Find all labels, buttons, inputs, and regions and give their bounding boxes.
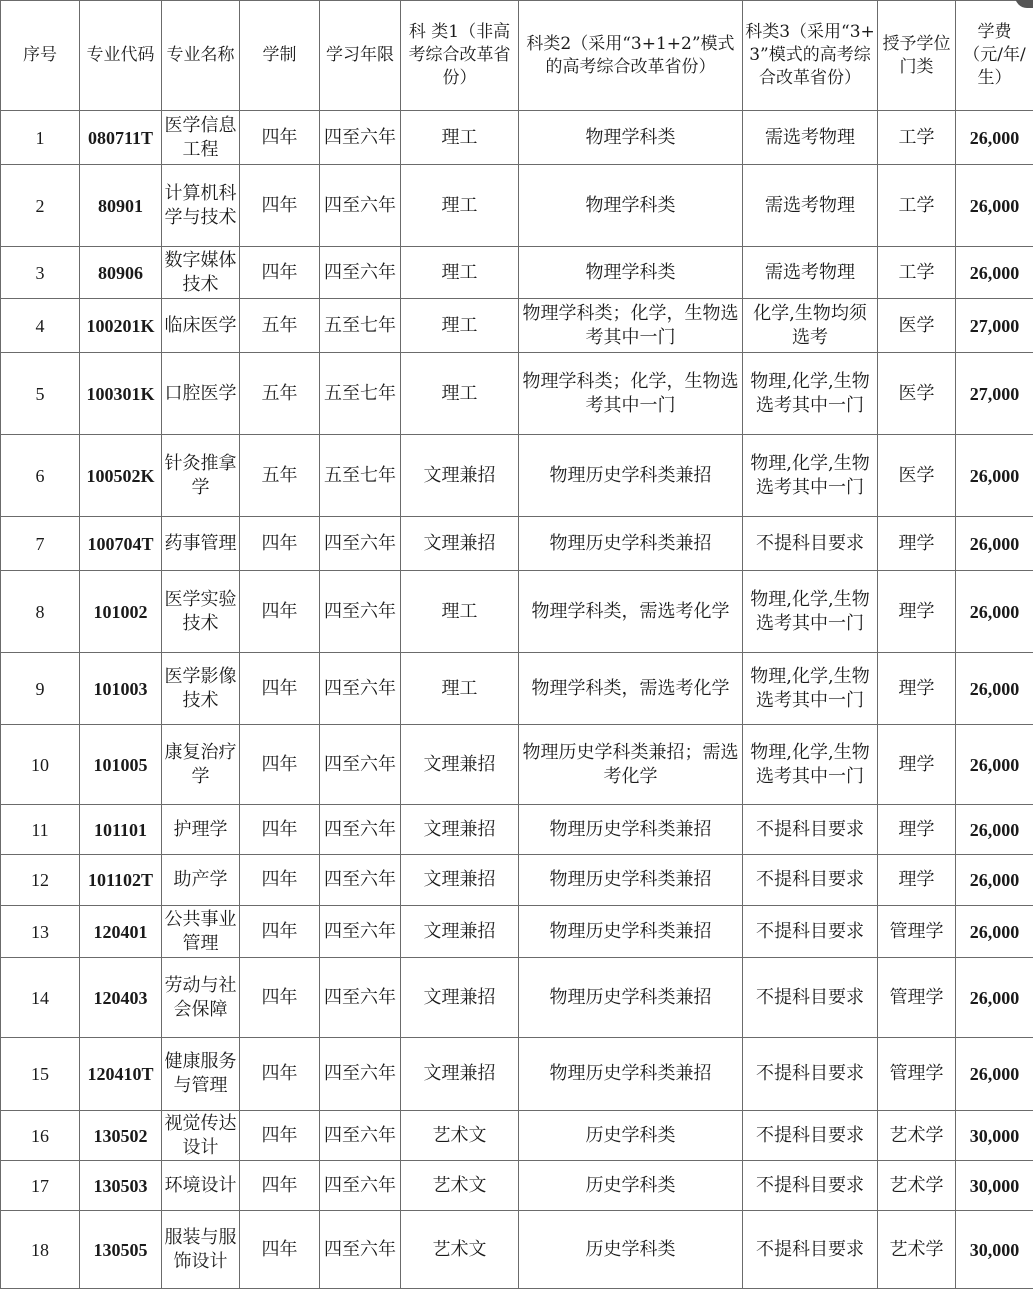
cell-code: 120401 <box>80 906 162 958</box>
cell-cat1: 文理兼招 <box>401 1038 519 1111</box>
cell-cat3: 不提科目要求 <box>743 958 878 1038</box>
cell-system: 四年 <box>240 725 320 805</box>
table-row <box>1 165 1033 247</box>
cell-years: 四至六年 <box>320 1211 401 1289</box>
cell-years: 四至六年 <box>320 571 401 653</box>
cell-years: 四至六年 <box>320 958 401 1038</box>
cell-system: 四年 <box>240 653 320 725</box>
cell-code: 101003 <box>80 653 162 725</box>
cell-cat2: 物理历史学科类兼招 <box>519 517 743 571</box>
cell-cat3: 不提科目要求 <box>743 855 878 906</box>
cell-system: 五年 <box>240 299 320 353</box>
cell-cat2: 历史学科类 <box>519 1161 743 1211</box>
cell-years: 四至六年 <box>320 906 401 958</box>
table-row <box>1 958 1033 1038</box>
cell-degree: 医学 <box>878 353 956 435</box>
cell-name: 护理学 <box>162 805 240 855</box>
cell-cat2: 物理历史学科类兼招 <box>519 1038 743 1111</box>
cell-seq: 1 <box>1 111 80 165</box>
cell-name: 助产学 <box>162 855 240 906</box>
cell-years: 四至六年 <box>320 111 401 165</box>
cell-name: 口腔医学 <box>162 353 240 435</box>
cell-cat1: 文理兼招 <box>401 435 519 517</box>
table-row <box>1 1038 1033 1111</box>
table-row <box>1 653 1033 725</box>
cell-fee: 26,000 <box>956 653 1033 725</box>
cell-system: 四年 <box>240 247 320 299</box>
header-fee: 学费（元/年/生） <box>956 1 1033 111</box>
cell-years: 四至六年 <box>320 1161 401 1211</box>
cell-seq: 15 <box>1 1038 80 1111</box>
cell-cat1: 艺术文 <box>401 1111 519 1161</box>
cell-cat1: 文理兼招 <box>401 725 519 805</box>
table-row <box>1 1211 1033 1289</box>
table-body <box>1 111 1033 1289</box>
cell-degree: 工学 <box>878 111 956 165</box>
cell-code: 130502 <box>80 1111 162 1161</box>
cell-seq: 10 <box>1 725 80 805</box>
cell-years: 四至六年 <box>320 805 401 855</box>
cell-degree: 管理学 <box>878 958 956 1038</box>
cell-cat1: 文理兼招 <box>401 906 519 958</box>
header-row <box>1 1 1033 111</box>
cell-cat1: 艺术文 <box>401 1211 519 1289</box>
cell-seq: 17 <box>1 1161 80 1211</box>
cell-code: 101101 <box>80 805 162 855</box>
cell-seq: 18 <box>1 1211 80 1289</box>
cell-fee: 30,000 <box>956 1161 1033 1211</box>
cell-cat2: 物理历史学科类兼招 <box>519 805 743 855</box>
cell-code: 101002 <box>80 571 162 653</box>
cell-cat2: 物理学科类 <box>519 247 743 299</box>
cell-system: 四年 <box>240 1038 320 1111</box>
cell-name: 药事管理 <box>162 517 240 571</box>
cell-fee: 30,000 <box>956 1211 1033 1289</box>
cell-fee: 26,000 <box>956 1038 1033 1111</box>
cell-cat3: 需选考物理 <box>743 165 878 247</box>
cell-years: 四至六年 <box>320 725 401 805</box>
cell-code: 80901 <box>80 165 162 247</box>
header-cat3: 科类3（采用“3+3”模式的高考综合改革省份） <box>743 1 878 111</box>
cell-cat3: 物理,化学,生物选考其中一门 <box>743 725 878 805</box>
cell-degree: 艺术学 <box>878 1161 956 1211</box>
cell-cat1: 理工 <box>401 299 519 353</box>
cell-cat1: 文理兼招 <box>401 958 519 1038</box>
cell-system: 五年 <box>240 353 320 435</box>
cell-seq: 13 <box>1 906 80 958</box>
cell-cat2: 物理历史学科类兼招 <box>519 906 743 958</box>
cell-fee: 26,000 <box>956 855 1033 906</box>
cell-years: 五至七年 <box>320 353 401 435</box>
cell-cat1: 理工 <box>401 353 519 435</box>
cell-system: 四年 <box>240 906 320 958</box>
cell-name: 医学信息工程 <box>162 111 240 165</box>
cell-years: 四至六年 <box>320 855 401 906</box>
cell-seq: 8 <box>1 571 80 653</box>
header-cat1: 科 类1（非高考综合改革省份） <box>401 1 519 111</box>
cell-system: 四年 <box>240 1211 320 1289</box>
cell-cat3: 不提科目要求 <box>743 805 878 855</box>
cell-cat1: 理工 <box>401 111 519 165</box>
cell-cat3: 化学,生物均须选考 <box>743 299 878 353</box>
header-name: 专业名称 <box>162 1 240 111</box>
cell-cat3: 物理,化学,生物选考其中一门 <box>743 653 878 725</box>
cell-fee: 26,000 <box>956 906 1033 958</box>
cell-cat3: 物理,化学,生物选考其中一门 <box>743 571 878 653</box>
cell-system: 四年 <box>240 1111 320 1161</box>
table-row <box>1 855 1033 906</box>
cell-cat2: 物理学科类；化学，生物选考其中一门 <box>519 353 743 435</box>
header-system: 学制 <box>240 1 320 111</box>
cell-cat3: 不提科目要求 <box>743 1211 878 1289</box>
cell-cat2: 物理学科类，需选考化学 <box>519 653 743 725</box>
cell-code: 080711T <box>80 111 162 165</box>
cell-degree: 理学 <box>878 805 956 855</box>
cell-code: 100301K <box>80 353 162 435</box>
cell-cat1: 文理兼招 <box>401 855 519 906</box>
cell-name: 数字媒体技术 <box>162 247 240 299</box>
cell-cat2: 历史学科类 <box>519 1211 743 1289</box>
cell-system: 五年 <box>240 435 320 517</box>
cell-fee: 26,000 <box>956 517 1033 571</box>
cell-system: 四年 <box>240 855 320 906</box>
cell-cat3: 需选考物理 <box>743 247 878 299</box>
cell-cat2: 物理学科类；化学，生物选考其中一门 <box>519 299 743 353</box>
cell-fee: 27,000 <box>956 299 1033 353</box>
cell-degree: 艺术学 <box>878 1111 956 1161</box>
cell-degree: 医学 <box>878 299 956 353</box>
cell-code: 100201K <box>80 299 162 353</box>
cell-fee: 26,000 <box>956 111 1033 165</box>
cell-cat2: 物理历史学科类兼招 <box>519 958 743 1038</box>
table-row <box>1 1111 1033 1161</box>
cell-degree: 理学 <box>878 725 956 805</box>
cell-system: 四年 <box>240 111 320 165</box>
cell-seq: 11 <box>1 805 80 855</box>
cell-system: 四年 <box>240 805 320 855</box>
cell-years: 四至六年 <box>320 165 401 247</box>
cell-name: 医学影像技术 <box>162 653 240 725</box>
cell-code: 130505 <box>80 1211 162 1289</box>
header-years: 学习年限 <box>320 1 401 111</box>
cell-cat3: 不提科目要求 <box>743 906 878 958</box>
cell-degree: 工学 <box>878 247 956 299</box>
cell-degree: 工学 <box>878 165 956 247</box>
cell-fee: 27,000 <box>956 353 1033 435</box>
cell-seq: 3 <box>1 247 80 299</box>
cell-years: 四至六年 <box>320 517 401 571</box>
cell-name: 康复治疗学 <box>162 725 240 805</box>
cell-cat1: 理工 <box>401 247 519 299</box>
cell-cat2: 物理学科类 <box>519 111 743 165</box>
cell-years: 四至六年 <box>320 653 401 725</box>
cell-seq: 7 <box>1 517 80 571</box>
cell-name: 公共事业管理 <box>162 906 240 958</box>
cell-code: 120403 <box>80 958 162 1038</box>
cell-system: 四年 <box>240 165 320 247</box>
cell-name: 视觉传达设计 <box>162 1111 240 1161</box>
cell-cat3: 物理,化学,生物选考其中一门 <box>743 435 878 517</box>
cell-degree: 理学 <box>878 517 956 571</box>
cell-degree: 管理学 <box>878 906 956 958</box>
cell-system: 四年 <box>240 1161 320 1211</box>
table-row <box>1 435 1033 517</box>
table-row <box>1 517 1033 571</box>
cell-name: 环境设计 <box>162 1161 240 1211</box>
cell-cat1: 艺术文 <box>401 1161 519 1211</box>
cell-seq: 6 <box>1 435 80 517</box>
header-cat2: 科类2（采用“3+1+2”模式的高考综合改革省份） <box>519 1 743 111</box>
cell-cat1: 文理兼招 <box>401 805 519 855</box>
cell-system: 四年 <box>240 517 320 571</box>
cell-name: 医学实验技术 <box>162 571 240 653</box>
cell-cat3: 物理,化学,生物选考其中一门 <box>743 353 878 435</box>
cell-code: 100704T <box>80 517 162 571</box>
cell-name: 临床医学 <box>162 299 240 353</box>
cell-name: 计算机科学与技术 <box>162 165 240 247</box>
cell-name: 服装与服饰设计 <box>162 1211 240 1289</box>
cell-name: 劳动与社会保障 <box>162 958 240 1038</box>
cell-seq: 2 <box>1 165 80 247</box>
table-row <box>1 725 1033 805</box>
table-row <box>1 299 1033 353</box>
header-degree: 授予学位门类 <box>878 1 956 111</box>
cell-code: 101005 <box>80 725 162 805</box>
cell-code: 120410T <box>80 1038 162 1111</box>
cell-cat1: 文理兼招 <box>401 517 519 571</box>
cell-code: 101102T <box>80 855 162 906</box>
cell-degree: 管理学 <box>878 1038 956 1111</box>
cell-fee: 26,000 <box>956 165 1033 247</box>
cell-cat2: 历史学科类 <box>519 1111 743 1161</box>
cell-code: 80906 <box>80 247 162 299</box>
cell-cat2: 物理历史学科类兼招；需选考化学 <box>519 725 743 805</box>
cell-fee: 30,000 <box>956 1111 1033 1161</box>
cell-name: 针灸推拿学 <box>162 435 240 517</box>
cell-years: 四至六年 <box>320 1038 401 1111</box>
table-row <box>1 353 1033 435</box>
table-row <box>1 111 1033 165</box>
cell-seq: 4 <box>1 299 80 353</box>
cell-degree: 理学 <box>878 855 956 906</box>
table-row <box>1 906 1033 958</box>
cell-system: 四年 <box>240 571 320 653</box>
cell-years: 四至六年 <box>320 1111 401 1161</box>
cell-cat1: 理工 <box>401 653 519 725</box>
cell-cat3: 不提科目要求 <box>743 1038 878 1111</box>
cell-years: 五至七年 <box>320 435 401 517</box>
cell-cat2: 物理学科类 <box>519 165 743 247</box>
cell-seq: 12 <box>1 855 80 906</box>
cell-cat1: 理工 <box>401 165 519 247</box>
cell-years: 五至七年 <box>320 299 401 353</box>
table-row <box>1 247 1033 299</box>
cell-name: 健康服务与管理 <box>162 1038 240 1111</box>
cell-fee: 26,000 <box>956 725 1033 805</box>
cell-degree: 医学 <box>878 435 956 517</box>
cell-system: 四年 <box>240 958 320 1038</box>
cell-code: 130503 <box>80 1161 162 1211</box>
table-row <box>1 571 1033 653</box>
cell-cat1: 理工 <box>401 571 519 653</box>
cell-cat3: 不提科目要求 <box>743 1161 878 1211</box>
cell-degree: 艺术学 <box>878 1211 956 1289</box>
table-row <box>1 1161 1033 1211</box>
cell-seq: 16 <box>1 1111 80 1161</box>
cell-fee: 26,000 <box>956 805 1033 855</box>
cell-cat2: 物理历史学科类兼招 <box>519 435 743 517</box>
cell-cat3: 不提科目要求 <box>743 1111 878 1161</box>
cell-degree: 理学 <box>878 571 956 653</box>
cell-seq: 9 <box>1 653 80 725</box>
cell-degree: 理学 <box>878 653 956 725</box>
cell-fee: 26,000 <box>956 958 1033 1038</box>
cell-seq: 14 <box>1 958 80 1038</box>
cell-cat3: 不提科目要求 <box>743 517 878 571</box>
cell-fee: 26,000 <box>956 247 1033 299</box>
table-row <box>1 805 1033 855</box>
cell-fee: 26,000 <box>956 571 1033 653</box>
cell-years: 四至六年 <box>320 247 401 299</box>
cell-cat2: 物理历史学科类兼招 <box>519 855 743 906</box>
cell-seq: 5 <box>1 353 80 435</box>
header-seq: 序号 <box>1 1 80 111</box>
cell-cat2: 物理学科类，需选考化学 <box>519 571 743 653</box>
cell-cat3: 需选考物理 <box>743 111 878 165</box>
cell-fee: 26,000 <box>956 435 1033 517</box>
cell-code: 100502K <box>80 435 162 517</box>
header-code: 专业代码 <box>80 1 162 111</box>
